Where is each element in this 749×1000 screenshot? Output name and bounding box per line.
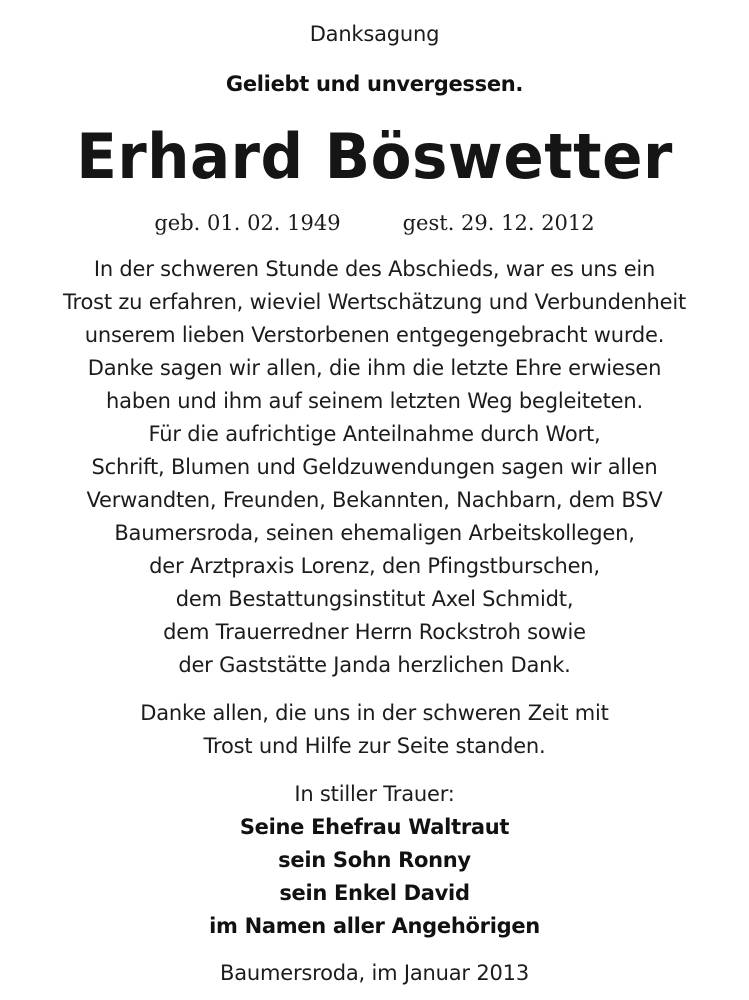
body-line: unserem lieben Verstorbenen entgegengebracht wurde. bbox=[84, 323, 665, 347]
motto: Geliebt und unvergessen. bbox=[225, 72, 524, 96]
body-line: haben und ihm auf seinem letzten Weg begleiteten. bbox=[106, 389, 643, 413]
body-line: Danke sagen wir allen, die ihm die letzte Ehre erwiesen bbox=[87, 356, 662, 380]
body-line: Baumersroda, seinen ehemaligen Arbeitskollegen, bbox=[114, 521, 635, 545]
mourner: sein Enkel David bbox=[279, 881, 470, 905]
notice-heading: Danksagung bbox=[309, 22, 440, 46]
birth-date: geb. 01. 02. 1949 bbox=[154, 211, 341, 235]
death-date: gest. 29. 12. 2012 bbox=[402, 211, 595, 235]
body-line: In der schweren Stunde des Abschieds, war es uns ein bbox=[93, 257, 656, 281]
life-dates bbox=[0, 211, 749, 235]
body-line: Verwandten, Freunden, Bekannten, Nachbarn, dem BSV bbox=[86, 488, 663, 512]
mourning-intro: In stiller Trauer: bbox=[294, 782, 455, 806]
body-line: dem Trauerredner Herrn Rockstroh sowie bbox=[163, 620, 586, 644]
closing-line: Trost und Hilfe zur Seite standen. bbox=[203, 734, 546, 758]
body-line: der Arztpraxis Lorenz, den Pfingstburschen, bbox=[149, 554, 600, 578]
deceased-name: Erhard Böswetter bbox=[76, 120, 673, 193]
mourner: sein Sohn Ronny bbox=[278, 848, 471, 872]
body-line: Für die aufrichtige Anteilnahme durch Wort, bbox=[148, 422, 601, 446]
place-and-date: Baumersroda, im Januar 2013 bbox=[220, 961, 529, 985]
body-line: Trost zu erfahren, wieviel Wertschätzung und Verbundenheit bbox=[62, 290, 687, 314]
mourner: Seine Ehefrau Waltraut bbox=[239, 815, 510, 839]
body-line: dem Bestattungsinstitut Axel Schmidt, bbox=[175, 587, 574, 611]
closing-line: Danke allen, die uns in der schweren Zeit mit bbox=[140, 701, 609, 725]
body-line: der Gaststätte Janda herzlichen Dank. bbox=[178, 653, 571, 677]
mourner: im Namen aller Angehörigen bbox=[209, 914, 540, 938]
body-line: Schrift, Blumen und Geldzuwendungen sagen wir allen bbox=[91, 455, 658, 479]
